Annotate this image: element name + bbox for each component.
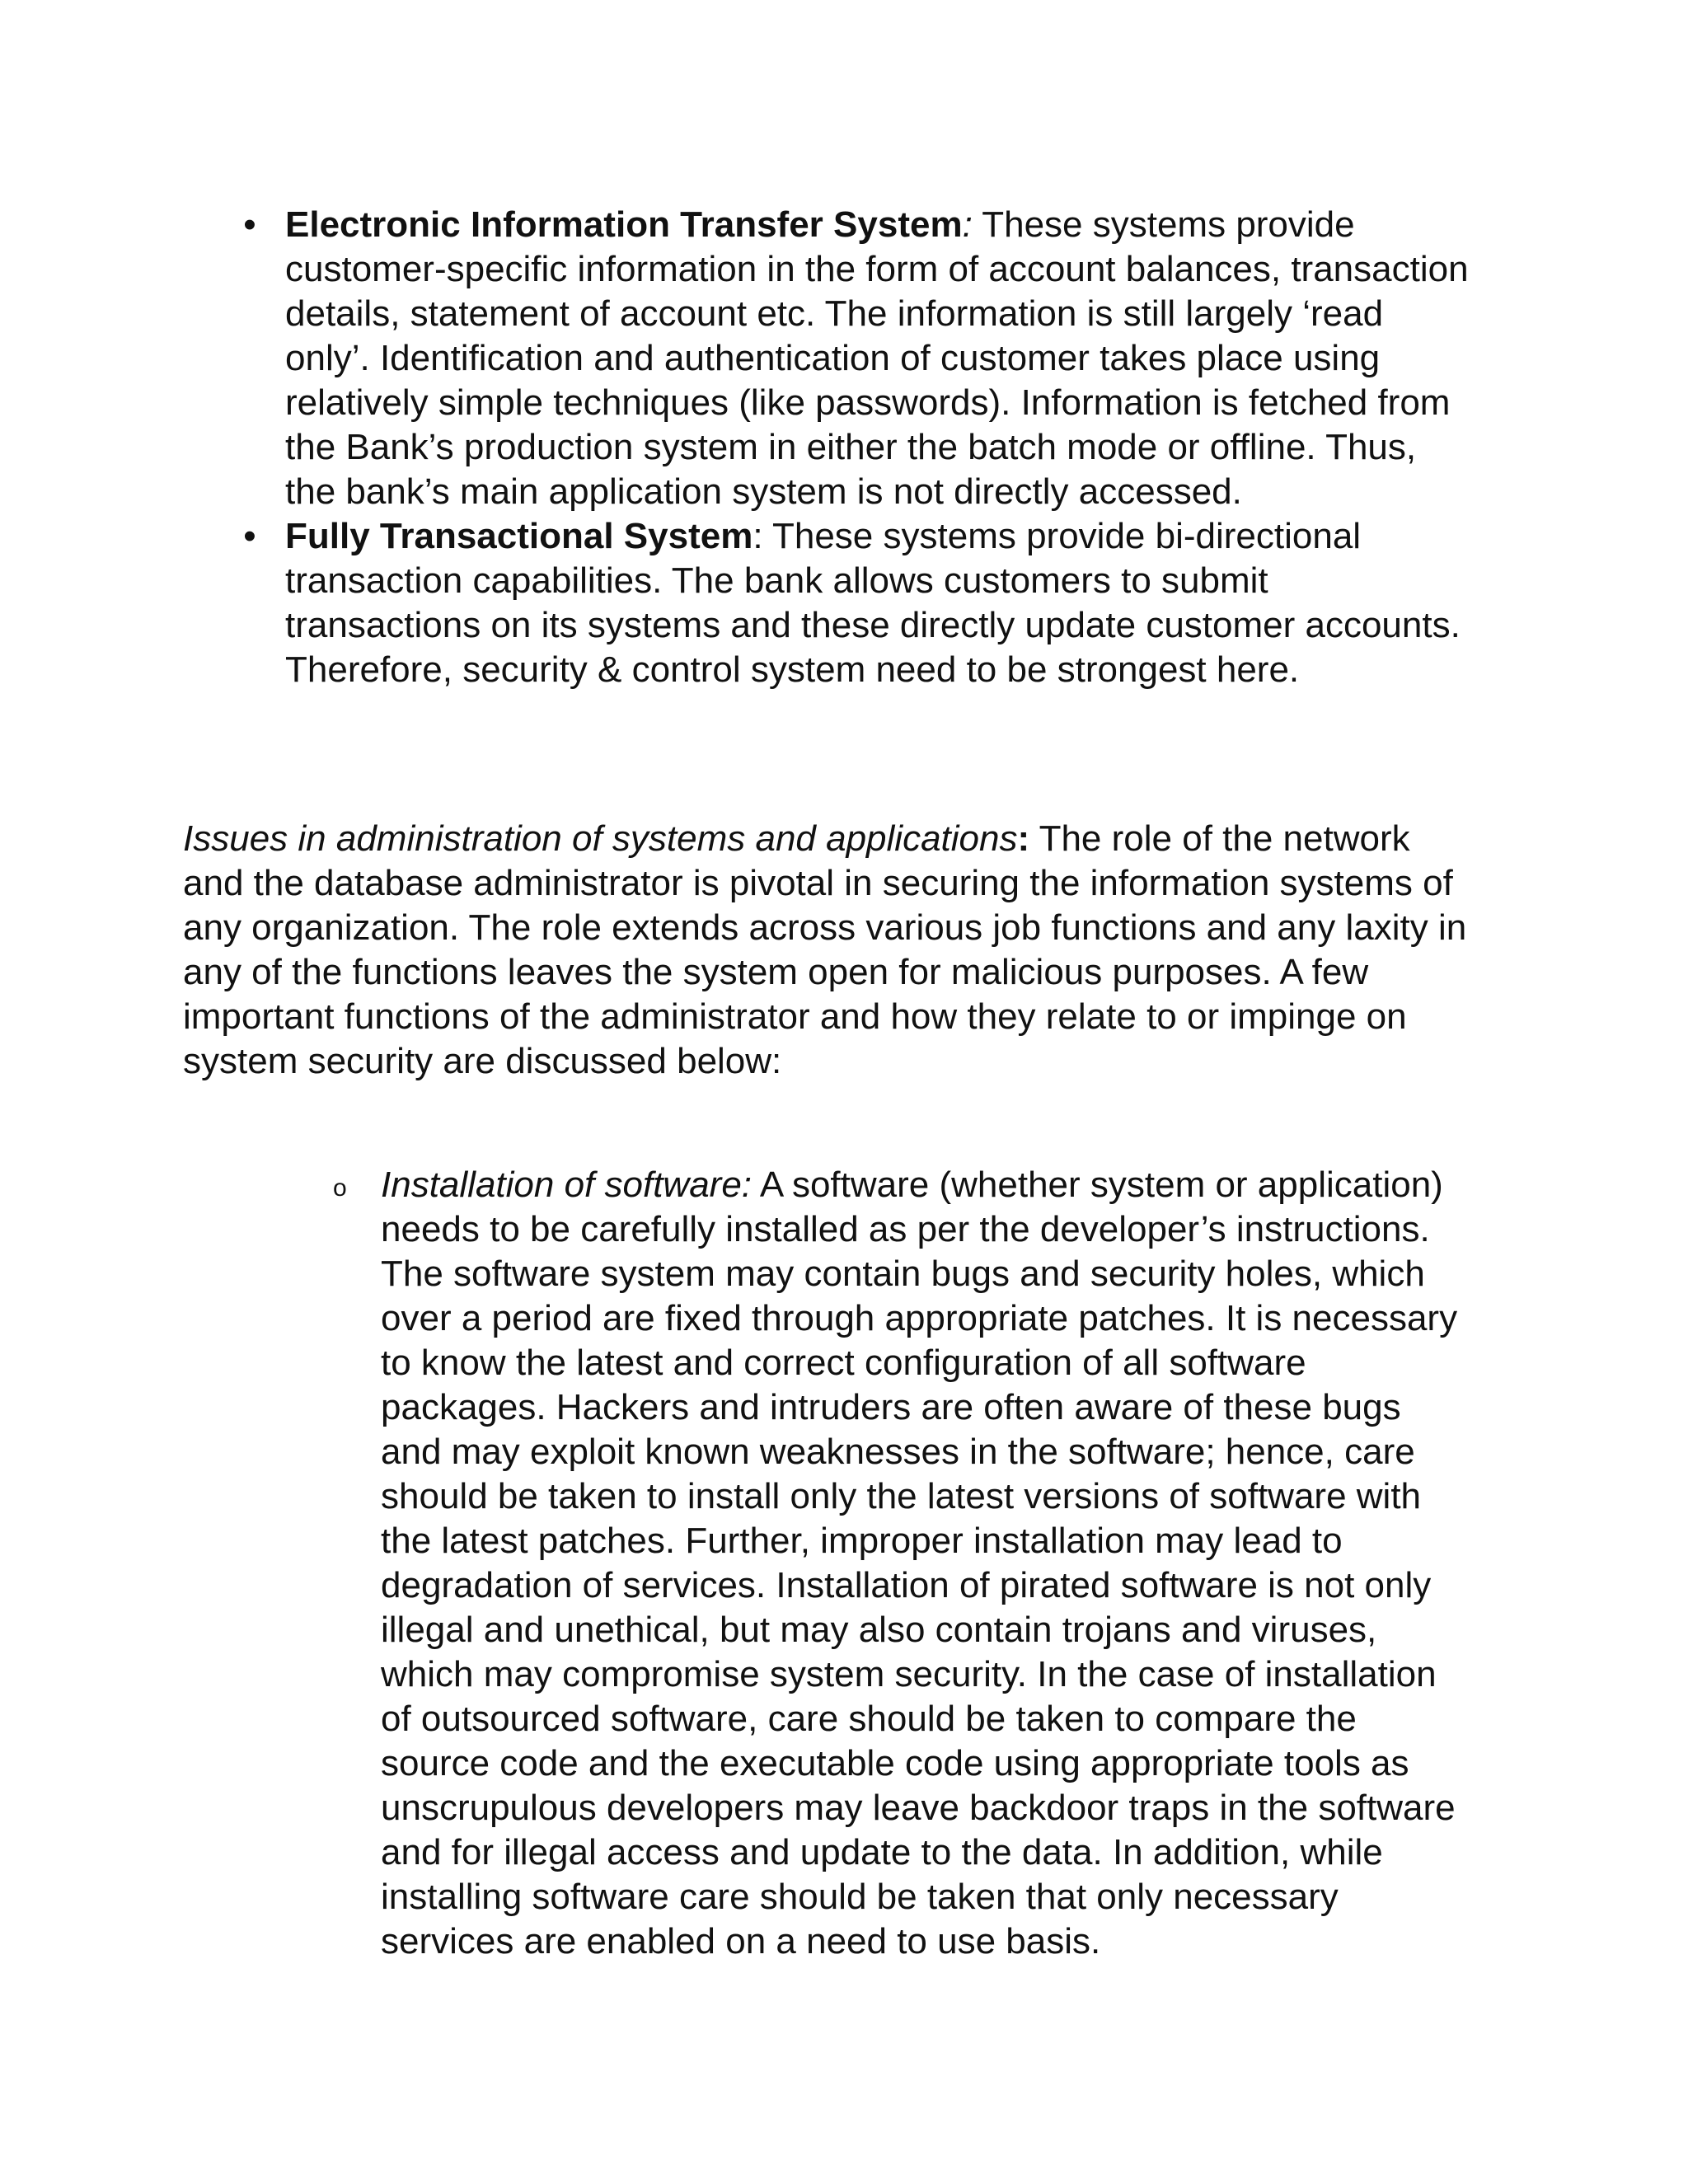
bullet-marker: • <box>243 204 256 245</box>
list-item <box>183 514 1469 692</box>
list-item <box>313 1163 1467 1964</box>
admin-functions-list <box>313 1163 1467 1964</box>
system-types-list <box>183 203 1469 692</box>
bullet-marker: • <box>243 516 256 556</box>
issues-heading: Issues in administration of systems and applications <box>183 818 1018 859</box>
list-item <box>183 203 1469 514</box>
issues-body: The role of the network and the database administrator is pivotal in securing the information systems of any organization. The role extends across various job functions and any laxity in any of the functions leaves the system open for malicious purposes. A few important functions of the administrator and how they relate to or impinge on system security are discussed below: <box>183 818 1467 1081</box>
item-body: These systems provide customer-specific information in the form of account balances, transaction details, statement of account etc. The information is still largely ‘read only’. Identification and authentication of customer takes place using relatively simple techniques (like passwords). Information is fetched from the Bank’s production system in either the batch mode or offline. Thus, the bank’s main application system is not directly accessed. <box>285 204 1469 512</box>
issues-separator: : <box>1017 818 1030 859</box>
item-separator: : <box>753 516 763 556</box>
item-title: Electronic Information Transfer System <box>285 204 963 245</box>
item-title: Fully Transactional System <box>285 516 753 556</box>
item-heading: Installation of software: <box>381 1165 753 1205</box>
item-separator: : <box>962 204 973 245</box>
circle-bullet-marker: o <box>333 1174 347 1202</box>
item-body: A software (whether system or application) needs to be carefully installed as per the developer’s instructions. The software system may contain bugs and security holes, which over a period are fixed through appropriate patches. It is necessary to know the latest and correct configuration of all software packages. Hackers and intruders are often aware of these bugs and may exploit known weaknesses in the software; hence, care should be taken to install only the latest versions of software with the latest patches. Further, improper installation may lead to degradation of services. Installation of pirated software is not only illegal and unethical, but may also contain trojans and viruses, which may compromise system security. In the case of installation of outsourced software, care should be taken to compare the source code and the executable code using appropriate tools as unscrupulous developers may leave backdoor traps in the software and for illegal access and update to the data. In addition, while installing software care should be taken that only necessary services are enabled on a need to use basis. <box>381 1165 1458 1961</box>
issues-paragraph <box>183 817 1469 1084</box>
item-body: These systems provide bi-directional transaction capabilities. The bank allows customers to submit transactions on its systems and these directly update customer accounts. Therefore, security & control system need to be strongest here. <box>285 516 1461 690</box>
